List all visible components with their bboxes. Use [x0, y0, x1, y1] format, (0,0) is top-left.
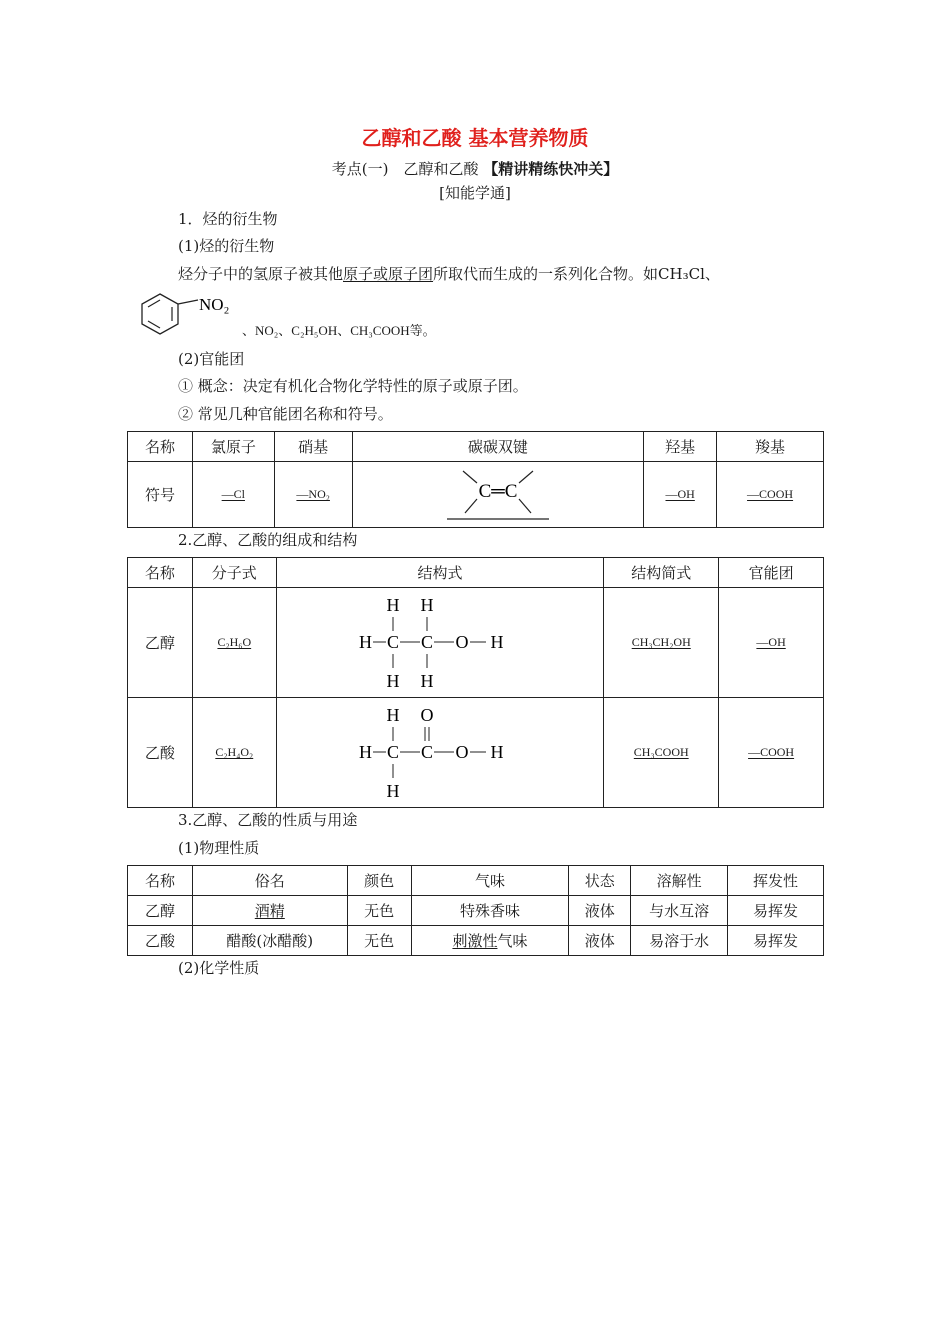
structure-table: [127, 557, 824, 808]
svg-text:H: H: [386, 780, 400, 801]
concept-line: ① 概念：决定有机化合物化学特性的原子或原子团。: [178, 377, 528, 395]
table-row: 名称 俗名 颜色 气味 状态 溶解性 挥发性: [128, 866, 824, 896]
svg-text:C: C: [421, 741, 434, 762]
svg-text:C: C: [421, 631, 434, 652]
svg-text:H: H: [386, 594, 400, 615]
svg-text:H: H: [490, 741, 504, 762]
subtitle-bracket: 【精讲精练快冲关】: [483, 160, 619, 178]
table-row: 名称 氯原子 硝基 碳碳双键 羟基 羧基: [128, 432, 824, 462]
table-row: 符号 —Cl —NO₂ C═C —OH —COOH: [128, 462, 824, 528]
svg-text:C: C: [387, 741, 400, 762]
svg-text:H: H: [490, 631, 504, 652]
svg-text:H: H: [359, 631, 373, 652]
svg-text:C═C: C═C: [478, 480, 518, 502]
section-tag: [知能学通]: [439, 184, 511, 202]
common-groups-line: ② 常见几种官能团名称和符号。: [178, 405, 393, 423]
table-row: 乙醇 C₂H₆O H H H C C O H H H CH₃CH₂OH —OH: [128, 588, 824, 698]
sub-heading-3-2: (2)化学性质: [178, 959, 260, 977]
svg-text:H: H: [420, 670, 434, 691]
sub-heading-3-1: (1)物理性质: [178, 839, 260, 857]
heading-1: 1．烃的衍生物: [178, 210, 278, 228]
heading-3: 3.乙醇、乙酸的性质与用途: [178, 811, 358, 829]
physical-properties-table: [127, 865, 824, 956]
svg-text:H: H: [386, 704, 400, 725]
section-subtitle: 考点(一) 乙醇和乙酸 【精讲精练快冲关】: [331, 160, 619, 178]
sub-heading-1-1: (1)烃的衍生物: [178, 237, 275, 255]
svg-text:C: C: [387, 631, 400, 652]
table-row: 乙酸 醋酸(冰醋酸) 无色 刺激性气味 液体 易溶于水 易挥发: [128, 926, 824, 956]
svg-text:O: O: [455, 631, 469, 652]
blank-answer: 原子或原子团: [343, 265, 434, 283]
ethanol-structural-formula: [355, 591, 525, 691]
table-row: 名称 分子式 结构式 结构简式 官能团: [128, 558, 824, 588]
svg-text:O: O: [455, 741, 469, 762]
table-row: 乙醇 酒精 无色 特殊香味 液体 与水互溶 易挥发: [128, 896, 824, 926]
paragraph-derivatives: 烃分子中的氢原子被其他原子或原子团所取代而生成的一系列化合物。如CH₃Cl、: [178, 265, 720, 283]
sub-heading-1-2: (2)官能团: [178, 350, 245, 368]
svg-text:H: H: [420, 594, 434, 615]
acetic-acid-structural-formula: [355, 701, 525, 801]
page-title: 乙醇和乙酸 基本营养物质: [361, 126, 589, 150]
heading-2: 2.乙醇、乙酸的组成和结构: [178, 531, 358, 549]
table-row: 乙酸 C₂H₄O₂ H O H C C O H H CH₃COOH —COOH: [128, 698, 824, 808]
svg-text:H: H: [386, 670, 400, 691]
nitro-label: NO₂: [199, 295, 230, 314]
functional-group-table: [127, 431, 824, 528]
examples-line: 、NO₂、C₂H₅OH、CH₃COOH等。: [242, 323, 436, 338]
double-bond-structure: [443, 463, 553, 523]
nitrobenzene-structure: [138, 290, 248, 338]
svg-text:O: O: [420, 704, 434, 725]
svg-text:H: H: [359, 741, 373, 762]
